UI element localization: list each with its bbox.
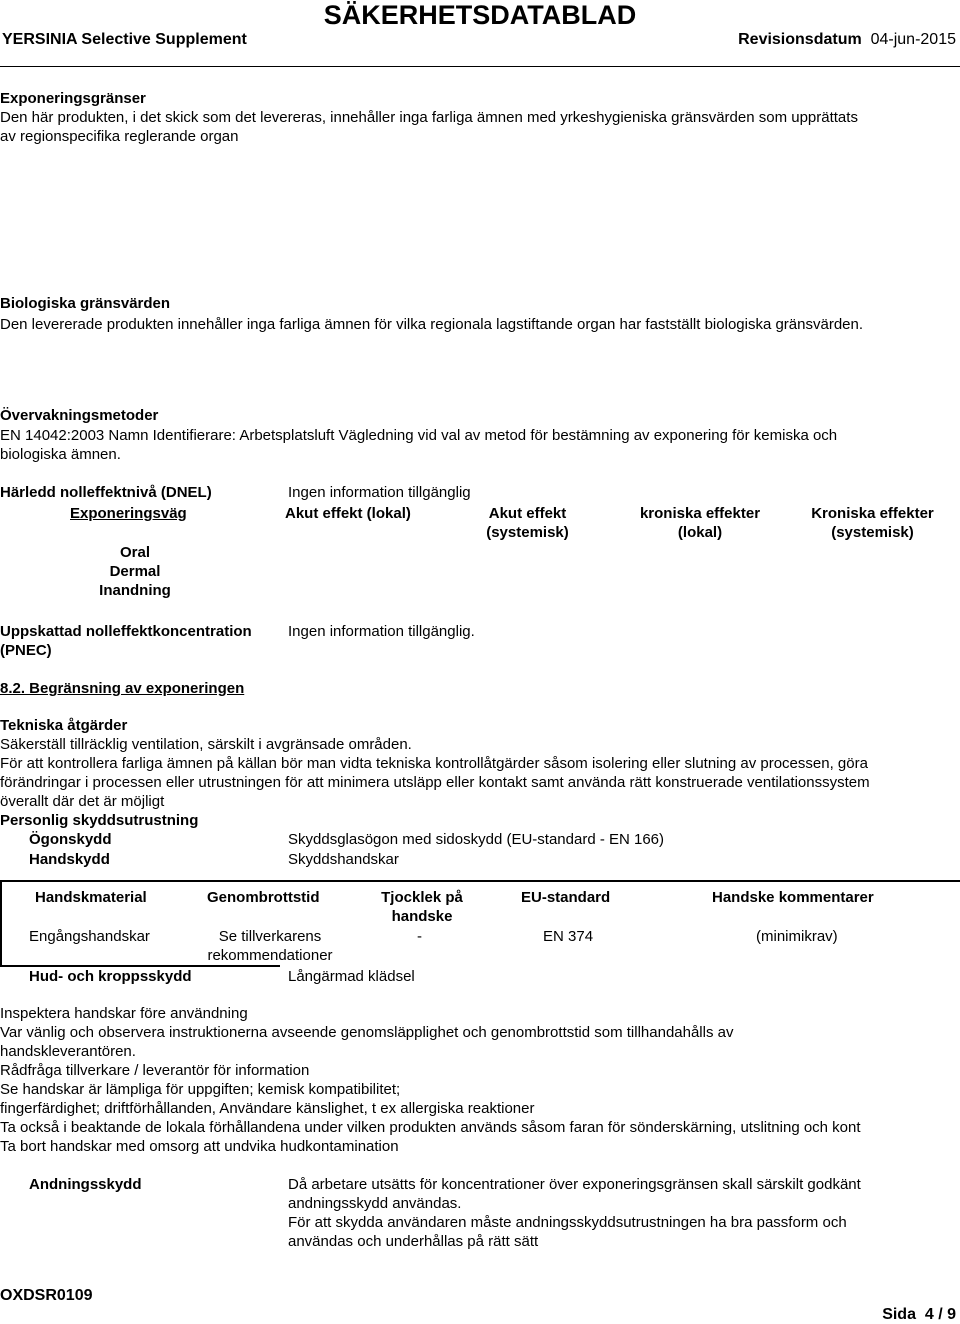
dnel-col-chronic-local-line1: kroniska effekter (639, 505, 761, 522)
glove-note: Se handskar är lämpliga för uppgiften; kemisk kompatibilitet; (0, 1081, 401, 1098)
dnel-route-inhalation: Inandning (99, 582, 171, 599)
revision-label: Revisionsdatum (738, 31, 862, 48)
pnec-value: Ingen information tillgänglig. (288, 623, 475, 640)
glove-note: handskleverantören. (0, 1043, 136, 1060)
monitoring-text-1: EN 14042:2003 Namn Identifierare: Arbetsplatsluft Vägledning vid val av metod för bestämning av exponering för kemiska och (0, 427, 838, 444)
dnel-col-chronic-systemic (795, 504, 950, 542)
revision-date: 04-jun-2015 (870, 31, 956, 48)
eye-protection-label: Ögonskydd (29, 831, 112, 848)
glove-row-breakthrough (190, 927, 350, 965)
glove-header-material: Handskmaterial (35, 889, 147, 906)
product-name: YERSINIA Selective Supplement (2, 31, 247, 48)
footer-doc-code: OXDSR0109 (0, 1287, 93, 1304)
pnec-label-line1: Uppskattad nolleffektkoncentration (0, 623, 252, 640)
glove-row-comment: (minimikrav) (756, 928, 838, 945)
dnel-value: Ingen information tillgänglig (288, 484, 471, 501)
glove-note: Inspektera handskar före användning (0, 1005, 248, 1022)
glove-note: Rådfråga tillverkare / leverantör för information (0, 1062, 310, 1079)
respiratory-line: För att skydda användaren måste andningsskyddsutrustningen ha bra passform och (288, 1214, 847, 1231)
glove-header-thickness-line1: Tjocklek på (381, 889, 463, 906)
glove-header-thickness (362, 888, 482, 926)
dnel-col-chronic-systemic-line1: Kroniska effekter (811, 505, 934, 522)
respiratory-line: Då arbetare utsätts för koncentrationer över exponeringsgränsen skall särskilt godkänt (288, 1176, 861, 1193)
technical-text-4: överallt där det är möjligt (0, 793, 165, 810)
glove-table-left-border (0, 882, 2, 967)
dnel-route-oral: Oral (119, 544, 150, 561)
technical-heading: Tekniska åtgärder (0, 717, 128, 734)
biological-limits-heading: Biologiska gränsvärden (0, 295, 171, 312)
dnel-label: Härledd nolleffektnivå (DNEL) (0, 484, 212, 501)
glove-header-standard: EU-standard (521, 889, 611, 906)
glove-notes (0, 1004, 950, 1156)
dnel-col-chronic-systemic-line2: (systemisk) (831, 524, 914, 541)
dnel-col-acute-systemic-line1: Akut effekt (488, 505, 567, 522)
monitoring-heading: Övervakningsmetoder (0, 407, 159, 424)
dnel-route-dermal: Dermal (109, 563, 161, 580)
document-title: SÄKERHETSDATABLAD (323, 0, 637, 30)
body-protection-label: Hud- och kroppsskydd (29, 968, 192, 985)
glove-note: Var vänlig och observera instruktionerna avseende genomsläpplighet och genombrottstid som tillhandahålls av (0, 1024, 734, 1041)
biological-limits-text: Den levererade produkten innehåller inga farliga ämnen för vilka regionala lagstiftande organ har fastställt biologiska gränsvärden. (0, 316, 864, 333)
respiratory-text (288, 1175, 948, 1251)
glove-table-top-border (0, 880, 960, 882)
glove-note: fingerfärdighet; driftförhållanden, Användare känslighet, t ex allergiska reaktioner (0, 1100, 535, 1117)
revision-info (738, 30, 956, 49)
dnel-col-acute-local: Akut effekt (lokal) (285, 505, 411, 522)
glove-note: Ta bort handskar med omsorg att undvika hudkontamination (0, 1138, 399, 1155)
glove-table-bottom-border (0, 965, 280, 967)
section-8-2-heading: 8.2. Begränsning av exponeringen (0, 680, 245, 697)
dnel-col-acute-systemic (460, 504, 595, 542)
respiratory-line: andningsskydd användas. (288, 1195, 462, 1212)
dnel-col-route: Exponeringsväg (70, 505, 187, 522)
respiratory-label: Andningsskydd (29, 1176, 142, 1193)
technical-text-2: För att kontrollera farliga ämnen på källan bör man vidta tekniska kontrollåtgärder såsom isolering eller slutning av processen, göra (0, 755, 868, 772)
hand-protection-label: Handskydd (29, 851, 110, 868)
body-protection-value: Långärmad klädsel (288, 968, 415, 985)
glove-header-breakthrough: Genombrottstid (207, 889, 320, 906)
glove-header-comment: Handske kommentarer (712, 889, 874, 906)
technical-text-1: Säkerställ tillräcklig ventilation, särskilt i avgränsade områden. (0, 736, 412, 753)
hand-protection-value: Skyddshandskar (288, 851, 399, 868)
ppe-heading: Personlig skyddsutrustning (0, 812, 199, 829)
glove-row-breakthrough-line1: Se tillverkarens (218, 928, 322, 945)
glove-row-material: Engångshandskar (29, 928, 150, 945)
glove-note: Ta också i beaktande de lokala förhållandena under vilken produkten används såsom faran för sönderskärning, utslitning och kont (0, 1119, 861, 1136)
glove-header-thickness-line2: handske (391, 908, 453, 925)
exposure-limits-text-1: Den här produkten, i det skick som det levereras, innehåller inga farliga ämnen med yrkeshygieniska gränsvärden som upprättats (0, 109, 858, 126)
technical-text-3: förändringar i processen eller utrustningen för att minimera utsläpp eller kontakt samt använda rätt konstruerade ventilationssystem (0, 774, 870, 791)
footer-page-number: Sida 4 / 9 (882, 1306, 956, 1323)
glove-row-breakthrough-line2: rekommendationer (207, 947, 333, 964)
exposure-limits-text-2: av regionspecifika reglerande organ (0, 128, 239, 145)
monitoring-text-2: biologiska ämnen. (0, 446, 121, 463)
pnec-label (0, 622, 252, 660)
dnel-col-acute-systemic-line2: (systemisk) (486, 524, 569, 541)
glove-row-standard: EN 374 (543, 928, 594, 945)
pnec-label-line2: (PNEC) (0, 642, 52, 659)
eye-protection-value: Skyddsglasögon med sidoskydd (EU-standard - EN 166) (288, 831, 665, 848)
header-divider (0, 66, 960, 67)
respiratory-line: användas och underhållas på rätt sätt (288, 1233, 539, 1250)
exposure-limits-heading: Exponeringsgränser (0, 90, 146, 107)
glove-row-thickness: - (417, 928, 422, 945)
dnel-col-chronic-local (615, 504, 785, 542)
dnel-col-chronic-local-line2: (lokal) (677, 524, 723, 541)
dnel-routes (60, 543, 210, 600)
